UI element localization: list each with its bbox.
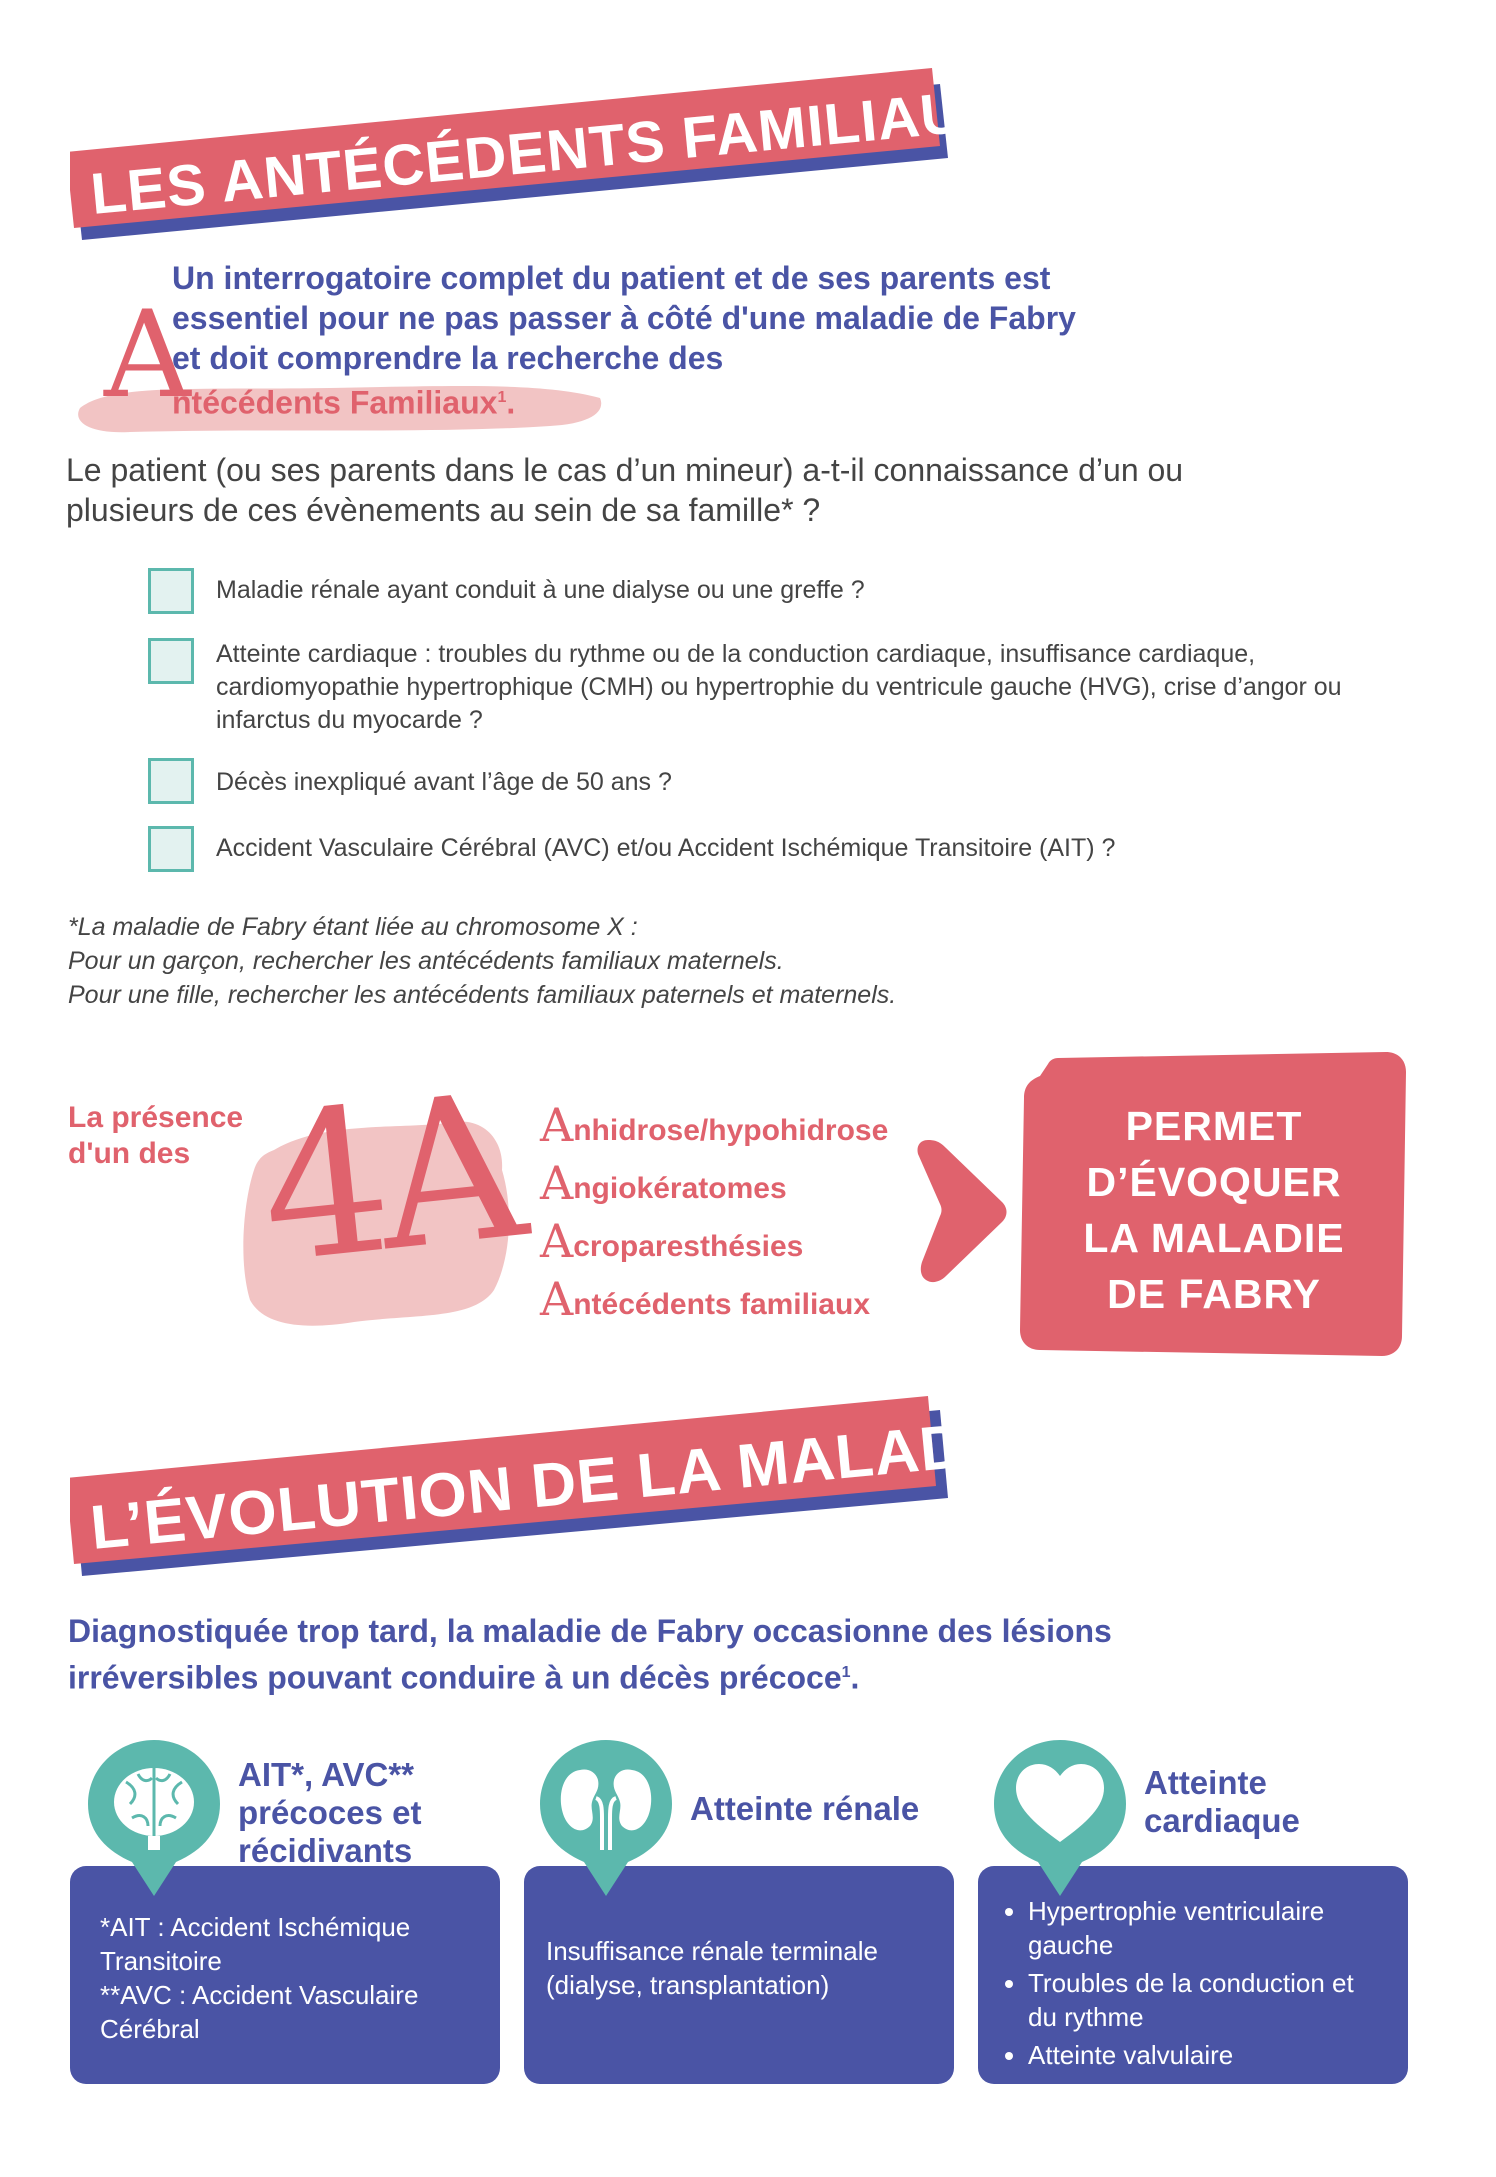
intro-line-4-end: . <box>506 384 516 421</box>
question-line-2: plusieurs de ces évènements au sein de sa famille* ? <box>66 492 821 528</box>
fourA-label-line-2: d'un des <box>68 1137 191 1170</box>
checklist-label: Maladie rénale ayant conduit à une dialyse ou une greffe ? <box>216 576 865 604</box>
footnote-line-2: Pour un garçon, rechercher les antécédents familiaux maternels. <box>68 947 784 975</box>
intro-line-4-text: ntécédents Familiaux <box>172 384 498 421</box>
brain-icon-pin <box>86 1738 222 1898</box>
fourA-item-text: croparesthésies <box>573 1230 804 1263</box>
subtitle-reference: 1 <box>841 1664 851 1681</box>
heart-icon-pin <box>992 1738 1128 1898</box>
fourA-big-text: 4A <box>250 1050 526 1309</box>
fourA-label-line-1: La présence <box>68 1101 244 1134</box>
card-title-line: cardiaque <box>1144 1802 1300 1839</box>
result-line-3: LA MALADIE <box>1083 1215 1345 1261</box>
checkbox[interactable] <box>148 758 194 804</box>
checklist-item-stroke[interactable] <box>148 826 1396 872</box>
card-bullet-list <box>992 1894 1408 2072</box>
drop-letter-a: A <box>104 286 191 425</box>
fourA-item-letter: A <box>540 1214 574 1268</box>
arrow-right-icon <box>910 1136 1010 1286</box>
card-renal <box>524 1866 954 2084</box>
result-text <box>1024 1098 1404 1322</box>
section-title: L’ÉVOLUTION DE LA MALADIE <box>87 1405 1029 1563</box>
checklist-label: Décès inexpliqué avant l’âge de 50 ans ? <box>216 768 672 796</box>
checkbox[interactable] <box>148 568 194 614</box>
card-body-line: *AIT : Accident Ischémique <box>100 1912 411 1942</box>
fourA-item-letter: A <box>540 1272 574 1326</box>
card-body-line: Insuffisance rénale terminale <box>546 1936 878 1966</box>
intro-line-2: essentiel pour ne pas passer à côté d'une maladie de Fabry <box>172 300 1076 336</box>
card-title-line: Atteinte <box>1144 1764 1267 1801</box>
fourA-item-antecedents <box>540 1264 888 1326</box>
card-body-line: Cérébral <box>100 2014 200 2044</box>
fourA-list <box>540 1090 889 1326</box>
subtitle-line-2 <box>68 1652 1448 1699</box>
checklist-label: Atteinte cardiaque : troubles du rythme ou de la conduction cardiaque, insuffisance cardiaque, cardiomyopathie hypertrophique (CMH) ou hypertrophie du ventricule gauche (HVG), crise d’angor ou infarctus du myocarde ? <box>216 640 1342 734</box>
intro-line-3: et doit comprendre la recherche des <box>172 340 724 376</box>
result-line-1: PERMET <box>1125 1103 1303 1149</box>
card-title-line: Atteinte rénale <box>690 1790 920 1827</box>
section-banner-antecedents <box>70 60 1006 240</box>
intro-line-1: Un interrogatoire complet du patient et de ses parents est <box>172 260 1051 296</box>
card-cardiac <box>978 1866 1408 2084</box>
footnote-line-1: *La maladie de Fabry étant liée au chromosome X : <box>68 913 638 941</box>
fourA-item-text: nhidrose/hypohidrose <box>573 1114 889 1147</box>
card-bullet: • Hypertrophie ventriculaire gauche <box>1028 1894 1328 1962</box>
fourA-item-angiokeratomes <box>540 1148 888 1210</box>
question-paragraph <box>66 450 1446 530</box>
checkbox[interactable] <box>148 638 194 684</box>
subtitle-end: . <box>850 1659 860 1696</box>
result-line-4: DE FABRY <box>1107 1271 1321 1317</box>
subtitle-line-2-text: irréversibles pouvant conduire à un décès précoce <box>68 1659 842 1696</box>
evolution-subtitle <box>68 1610 1448 1699</box>
card-title-line: AIT*, AVC** <box>238 1756 415 1793</box>
card-bullet: • Atteinte valvulaire <box>1028 2038 1408 2072</box>
card-body-line: (dialyse, transplantation) <box>546 1970 830 2000</box>
intro-line-4 <box>172 378 1292 423</box>
card-bullet: • Troubles de la conduction et du rythme <box>1028 1966 1368 2034</box>
section-banner-evolution <box>70 1388 1029 1578</box>
footnote-line-3: Pour une fille, rechercher les antécédents familiaux paternels et maternels. <box>68 981 897 1009</box>
fourA-item-anhidrose <box>540 1090 889 1152</box>
card-stroke-title <box>238 1756 421 1870</box>
card-renal-title <box>690 1790 919 1828</box>
fourA-item-letter: A <box>540 1156 574 1210</box>
question-line-1: Le patient (ou ses parents dans le cas d’un mineur) a-t-il connaissance d’un ou <box>66 452 1184 488</box>
checkbox[interactable] <box>148 826 194 872</box>
card-stroke <box>70 1866 500 2084</box>
fourA-item-acroparesthesies <box>540 1206 888 1268</box>
footnote <box>68 910 1268 1012</box>
intro-reference: 1 <box>497 389 507 406</box>
card-body-line: **AVC : Accident Vasculaire <box>100 1980 419 2010</box>
card-title-line: précoces et <box>238 1794 422 1831</box>
checklist-label: Accident Vasculaire Cérébral (AVC) et/ou Accident Ischémique Transitoire (AIT) ? <box>216 834 1116 862</box>
fourA-item-text: ngiokératomes <box>573 1172 787 1205</box>
card-body-line: Transitoire <box>100 1946 222 1976</box>
result-line-2: D’ÉVOQUER <box>1086 1159 1342 1205</box>
intro-paragraph <box>172 258 1292 423</box>
subtitle-line-1: Diagnostiquée trop tard, la maladie de Fabry occasionne des lésions <box>68 1613 1112 1649</box>
checklist-item-cardiac[interactable] <box>148 638 1396 737</box>
fourA-item-letter: A <box>540 1098 574 1152</box>
section-title: LES ANTÉCÉDENTS FAMILIAUX <box>87 76 1006 227</box>
fourA-item-text: ntécédents familiaux <box>573 1288 870 1321</box>
card-cardiac-title <box>1144 1764 1300 1840</box>
card-title-line: récidivants <box>238 1832 413 1869</box>
checklist-item-death[interactable] <box>148 758 1396 804</box>
fourA-intro-label <box>68 1100 243 1172</box>
checklist-item-renal[interactable] <box>148 568 1396 614</box>
kidney-icon-pin <box>538 1738 674 1898</box>
